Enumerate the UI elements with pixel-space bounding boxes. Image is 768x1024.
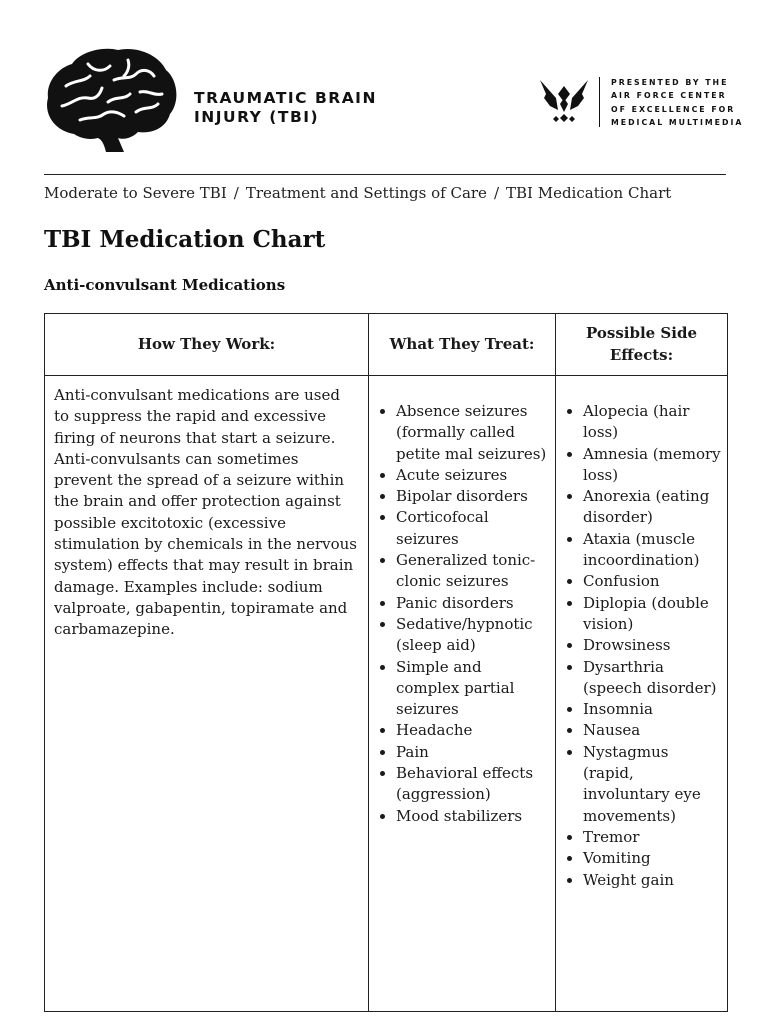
brain-icon[interactable]: [44, 46, 178, 152]
breadcrumb-separator: /: [233, 184, 239, 202]
column-header-what-they-treat: What They Treat:: [369, 314, 556, 376]
site-title-line-2: INJURY (TBI): [194, 108, 320, 126]
list-item: • Corticofocal seizures: [396, 507, 549, 550]
section-title: Anti-convulsant Medications: [44, 276, 286, 294]
list-item: • Insomnia: [583, 699, 721, 720]
how-they-work-cell: Anti-convulsant medications are used to suppress the rapid and excessive firing of neurons that start a seizure. Anti-convulsants can sometimes prevent the spread of a seizure within the brain and offer protection against possible excitotoxic (excessive stimulation by chemicals in the nervous system) effects that may result in brain damage. Examples include: sodium valproate, gabapentin, topiramate and carbamazepine.: [45, 376, 369, 1012]
site-header: [44, 44, 744, 154]
presented-line: OF EXCELLENCE FOR: [611, 104, 736, 114]
table-header-row: [45, 314, 728, 376]
side-effects-list: [562, 401, 721, 891]
what-they-treat-cell: [369, 376, 556, 1012]
column-header-how-they-work: How They Work:: [45, 314, 369, 376]
list-item: • Weight gain: [583, 870, 721, 891]
list-item: • Tremor: [583, 827, 721, 848]
list-item: • Anorexia (eating disorder): [583, 486, 721, 529]
list-item: • Simple and complex partial seizures: [396, 657, 549, 721]
air-force-logo-icon[interactable]: [538, 76, 590, 126]
list-item: • Headache: [396, 720, 549, 741]
list-item: • Absence seizures (formally called petite mal seizures): [396, 401, 549, 465]
site-title[interactable]: [194, 89, 377, 127]
list-item: • Nystagmus (rapid, involuntary eye movements): [583, 742, 721, 827]
page-title: TBI Medication Chart: [44, 226, 326, 253]
list-item: • Amnesia (memory loss): [583, 444, 721, 487]
table-row: [45, 376, 728, 1012]
column-header-side-effects: Possible Side Effects:: [556, 314, 728, 376]
list-item: • Confusion: [583, 571, 721, 592]
breadcrumb-item-treatment-settings[interactable]: Treatment and Settings of Care: [245, 184, 487, 202]
list-item: • Pain: [396, 742, 549, 763]
header-divider: [599, 77, 600, 127]
list-item: • Diplopia (double vision): [583, 593, 721, 636]
header-rule: [44, 174, 726, 175]
list-item: • Alopecia (hair loss): [583, 401, 721, 444]
presented-line: PRESENTED BY THE: [611, 78, 729, 87]
site-title-line-1: TRAUMATIC BRAIN: [194, 89, 377, 107]
breadcrumb-separator: /: [493, 184, 499, 202]
breadcrumb-item-moderate-severe-tbi[interactable]: Moderate to Severe TBI: [44, 184, 227, 202]
side-effects-cell: [556, 376, 728, 1012]
list-item: • Dysarthria (speech disorder): [583, 657, 721, 700]
medication-table: [44, 313, 728, 1012]
list-item: • Vomiting: [583, 848, 721, 869]
breadcrumb-item-current: TBI Medication Chart: [506, 184, 672, 202]
what-they-treat-list: [375, 401, 549, 827]
list-item: • Nausea: [583, 720, 721, 741]
list-item: • Drowsiness: [583, 635, 721, 656]
list-item: • Acute seizures: [396, 465, 549, 486]
list-item: • Behavioral effects (aggression): [396, 763, 549, 806]
list-item: • Sedative/hypnotic (sleep aid): [396, 614, 549, 657]
list-item: • Ataxia (muscle incoordination): [583, 529, 721, 572]
breadcrumb: [44, 184, 671, 202]
presented-line: MEDICAL MULTIMEDIA: [611, 117, 744, 127]
presented-by-text: [611, 76, 743, 129]
list-item: • Panic disorders: [396, 593, 549, 614]
list-item: • Generalized tonic-clonic seizures: [396, 550, 549, 593]
list-item: • Bipolar disorders: [396, 486, 549, 507]
presented-line: AIR FORCE CENTER: [611, 91, 727, 101]
list-item: • Mood stabilizers: [396, 806, 549, 827]
